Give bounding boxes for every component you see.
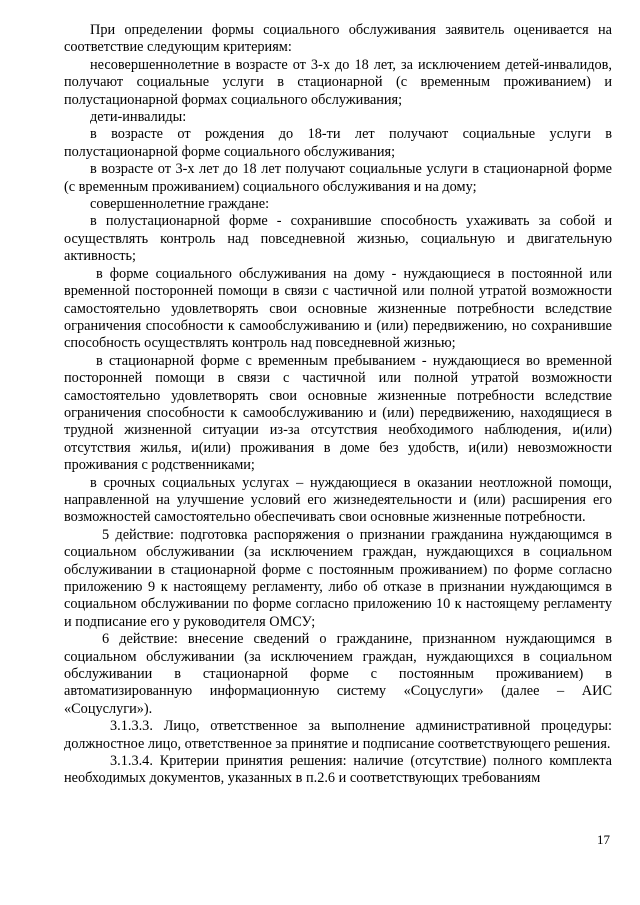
- page-number: 17: [597, 832, 610, 847]
- paragraph-children-from-3: в возрасте от 3-х лет до 18 лет получают социальные услуги в стационарной форме (с временным проживанием) социального обслуживания и на дому;: [64, 161, 612, 195]
- paragraph-section-3-1-3-3: 3.1.3.3. Лицо, ответственное за выполнение административной процедуры: должностное лицо, ответственное за принятие и подписание соответствующего решения.: [64, 718, 612, 752]
- paragraph-adults-heading: совершеннолетние граждане:: [90, 196, 270, 213]
- paragraph-semi-stationary: в полустационарной форме - сохранившие способность ухаживать за собой и осуществлять контроль над повседневной жизнью, социальную и двигательную активность;: [64, 213, 612, 265]
- paragraph-intro: При определении формы социального обслуживания заявитель оценивается на соответствие следующим критериям:: [64, 22, 612, 56]
- paragraph-children-from-birth: в возрасте от рождения до 18-ти лет получают социальные услуги в полустационарной форме социального обслуживания;: [64, 126, 612, 160]
- paragraph-home-service: в форме социального обслуживания на дому - нуждающиеся в постоянной или временной посторонней помощи в связи с частичной или полной утратой возможности самостоятельно удовлетворять свои основные жизненные потребности вследствие ограничения способности к самообслуживанию и (или) передвижению, но сохранившие способность осуществлять контроль над повседневной жизнью;: [64, 265, 612, 352]
- paragraph-minors: несовершеннолетние в возрасте от 3-х до 18 лет, за исключением детей-инвалидов, получают социальные услуги в стационарной (с временным проживанием) и полустационарной формах социального обслуживания;: [64, 56, 612, 108]
- paragraph-urgent-services: в срочных социальных услугах – нуждающиеся в оказании неотложной помощи, направленной на улучшение условий его жизнедеятельности и (или) расширения его возможностей самостоятельно обеспечивать свои основные жизненные потребности.: [64, 474, 612, 526]
- paragraph-action-5: 5 действие: подготовка распоряжения о признании гражданина нуждающимся в социальном обслуживании (за исключением граждан, нуждающихся в социальном обслуживании в стационарной форме с постоянным проживанием) по форме согласно приложению 9 к настоящему регламенту, либо об отказе в признании нуждающимся в социальном обслуживании по форме согласно приложению 10 к настоящему регламенту и подписание его у руководителя ОМСУ;: [64, 526, 612, 630]
- paragraph-stationary-temporary: в стационарной форме с временным пребыванием - нуждающиеся во временной посторонней помощи в связи с частичной или полной утратой возможности самостоятельно удовлетворять свои основные жизненные потребности вследствие ограничения способности к самообслуживанию и (или) передвижению, находящиеся в трудной жизненной ситуации из-за отсутствия необходимого наблюдения, и(или) отсутствия жилья, и(или) проживания в доме без удобств, и(или) невозможности проживания с родственниками;: [64, 352, 612, 474]
- paragraph-children-disabled-heading: дети-инвалиды:: [90, 109, 187, 126]
- paragraph-section-3-1-3-4: 3.1.3.4. Критерии принятия решения: наличие (отсутствие) полного комплекта необходимых документов, указанных в п.2.6 и соответствующих требованиям: [64, 753, 612, 787]
- paragraph-action-6: 6 действие: внесение сведений о гражданине, признанном нуждающимся в социальном обслуживании (за исключением граждан, нуждающихся в социальном обслуживании в стационарной форме с постоянным проживанием) в автоматизированную информационную систему «Соцуслуги» (далее – АИС «Соцуслуги»).: [64, 631, 612, 717]
